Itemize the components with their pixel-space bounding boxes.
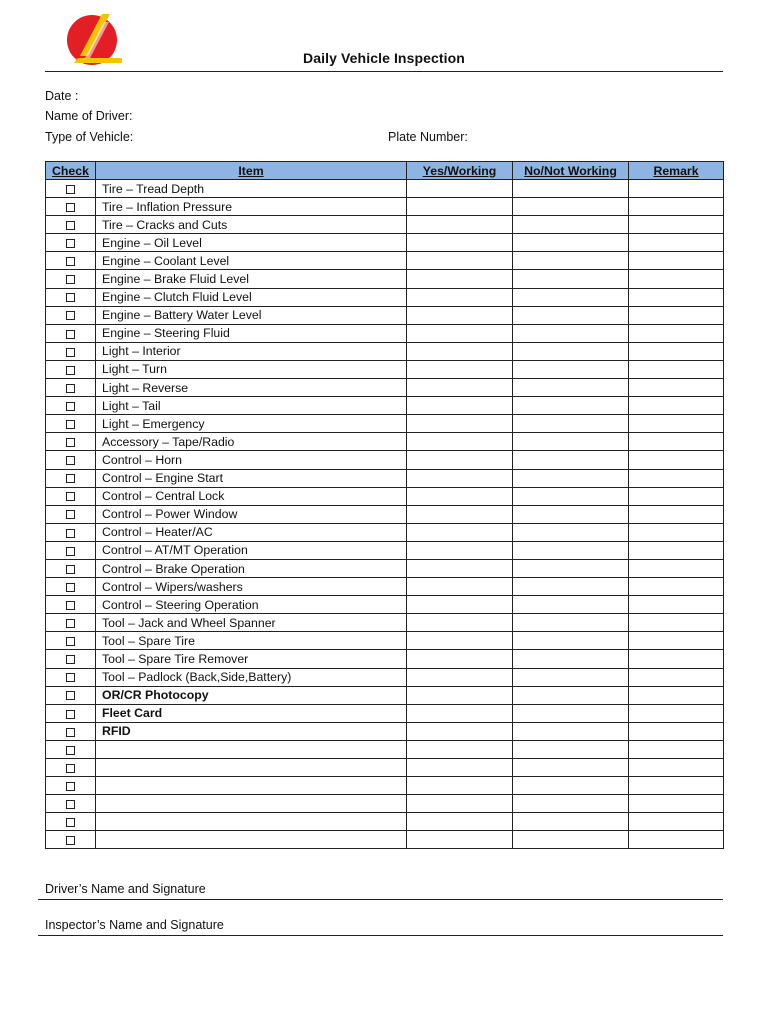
check-cell <box>46 433 96 451</box>
item-cell: OR/CR Photocopy <box>96 686 407 704</box>
table-row <box>46 722 724 740</box>
remark-cell[interactable] <box>629 614 724 632</box>
no-not-working-cell[interactable] <box>513 668 629 686</box>
remark-cell[interactable] <box>629 415 724 433</box>
table-row <box>46 523 724 541</box>
checkbox[interactable] <box>66 330 75 339</box>
driver-signature-label: Driver’s Name and Signature <box>45 882 206 896</box>
check-cell <box>46 559 96 577</box>
table-row <box>46 668 724 686</box>
table-row <box>46 397 724 415</box>
table-row <box>46 469 724 487</box>
item-cell: Engine – Clutch Fluid Level <box>96 288 407 306</box>
checkbox[interactable] <box>66 456 75 465</box>
remark-cell[interactable] <box>629 831 724 849</box>
item-cell: Light – Emergency <box>96 415 407 433</box>
table-row <box>46 686 724 704</box>
table-row <box>46 578 724 596</box>
no-not-working-cell[interactable] <box>513 505 629 523</box>
no-not-working-cell[interactable] <box>513 180 629 198</box>
table-row <box>46 306 724 324</box>
yes-working-cell[interactable] <box>407 306 513 324</box>
item-cell: Engine – Oil Level <box>96 234 407 252</box>
checkbox[interactable] <box>66 293 75 302</box>
table-row <box>46 180 724 198</box>
yes-working-cell[interactable] <box>407 360 513 378</box>
checkbox[interactable] <box>66 836 75 845</box>
yes-working-cell[interactable] <box>407 740 513 758</box>
inspector-signature-line[interactable] <box>38 935 723 936</box>
no-not-working-cell[interactable] <box>513 252 629 270</box>
check-cell <box>46 360 96 378</box>
inspection-table <box>45 161 724 849</box>
remark-cell[interactable] <box>629 668 724 686</box>
checkbox[interactable] <box>66 655 75 664</box>
no-not-working-cell[interactable] <box>513 686 629 704</box>
remark-cell[interactable] <box>629 813 724 831</box>
no-not-working-cell[interactable] <box>513 469 629 487</box>
item-cell: Tool – Spare Tire <box>96 632 407 650</box>
date-label: Date : <box>45 89 79 103</box>
yes-working-cell[interactable] <box>407 433 513 451</box>
yes-working-cell[interactable] <box>407 614 513 632</box>
checkbox[interactable] <box>66 402 75 411</box>
table-row <box>46 216 724 234</box>
no-not-working-cell[interactable] <box>513 541 629 559</box>
item-cell: Light – Reverse <box>96 379 407 397</box>
checkbox[interactable] <box>66 348 75 357</box>
check-cell <box>46 668 96 686</box>
checkbox[interactable] <box>66 746 75 755</box>
checkbox[interactable] <box>66 474 75 483</box>
checkbox[interactable] <box>66 257 75 266</box>
no-not-working-cell[interactable] <box>513 288 629 306</box>
remark-cell[interactable] <box>629 216 724 234</box>
table-row <box>46 650 724 668</box>
table-row <box>46 288 724 306</box>
remark-cell[interactable] <box>629 704 724 722</box>
remark-cell[interactable] <box>629 722 724 740</box>
checkbox[interactable] <box>66 547 75 556</box>
table-row <box>46 252 724 270</box>
no-not-working-cell[interactable] <box>513 397 629 415</box>
yes-working-cell[interactable] <box>407 198 513 216</box>
yes-working-cell[interactable] <box>407 234 513 252</box>
check-cell <box>46 415 96 433</box>
column-header-check: Check <box>46 162 96 180</box>
remark-cell[interactable] <box>629 632 724 650</box>
item-cell: Tool – Padlock (Back,Side,Battery) <box>96 668 407 686</box>
item-cell: Tire – Inflation Pressure <box>96 198 407 216</box>
checkbox[interactable] <box>66 420 75 429</box>
no-not-working-cell[interactable] <box>513 759 629 777</box>
remark-cell[interactable] <box>629 180 724 198</box>
item-cell: Control – Horn <box>96 451 407 469</box>
page-title: Daily Vehicle Inspection <box>303 50 465 66</box>
no-not-working-cell[interactable] <box>513 379 629 397</box>
item-cell: Accessory – Tape/Radio <box>96 433 407 451</box>
yes-working-cell[interactable] <box>407 632 513 650</box>
checkbox[interactable] <box>66 691 75 700</box>
vehicle-type-label: Type of Vehicle: <box>45 130 134 144</box>
item-cell: Control – Central Lock <box>96 487 407 505</box>
no-not-working-cell[interactable] <box>513 795 629 813</box>
checkbox[interactable] <box>66 384 75 393</box>
table-row <box>46 324 724 342</box>
yes-working-cell[interactable] <box>407 541 513 559</box>
checkbox[interactable] <box>66 438 75 447</box>
check-cell <box>46 288 96 306</box>
table-row <box>46 632 724 650</box>
remark-cell[interactable] <box>629 433 724 451</box>
table-row <box>46 360 724 378</box>
table-row <box>46 379 724 397</box>
table-row <box>46 505 724 523</box>
remark-cell[interactable] <box>629 469 724 487</box>
remark-cell[interactable] <box>629 523 724 541</box>
no-not-working-cell[interactable] <box>513 360 629 378</box>
no-not-working-cell[interactable] <box>513 342 629 360</box>
no-not-working-cell[interactable] <box>513 650 629 668</box>
plate-number-label: Plate Number: <box>388 130 468 144</box>
remark-cell[interactable] <box>629 324 724 342</box>
no-not-working-cell[interactable] <box>513 740 629 758</box>
checkbox[interactable] <box>66 619 75 628</box>
yes-working-cell[interactable] <box>407 415 513 433</box>
item-cell: Tire – Cracks and Cuts <box>96 216 407 234</box>
checkbox[interactable] <box>66 800 75 809</box>
checkbox[interactable] <box>66 601 75 610</box>
yes-working-cell[interactable] <box>407 704 513 722</box>
yes-working-cell[interactable] <box>407 559 513 577</box>
yes-working-cell[interactable] <box>407 252 513 270</box>
checkbox[interactable] <box>66 311 75 320</box>
item-cell: Light – Tail <box>96 397 407 415</box>
table-row <box>46 433 724 451</box>
check-cell <box>46 379 96 397</box>
remark-cell[interactable] <box>629 795 724 813</box>
no-not-working-cell[interactable] <box>513 270 629 288</box>
yes-working-cell[interactable] <box>407 288 513 306</box>
remark-cell[interactable] <box>629 288 724 306</box>
check-cell <box>46 650 96 668</box>
item-cell: Control – Power Window <box>96 505 407 523</box>
item-cell <box>96 795 407 813</box>
remark-cell[interactable] <box>629 234 724 252</box>
check-cell <box>46 397 96 415</box>
checkbox[interactable] <box>66 764 75 773</box>
checkbox[interactable] <box>66 275 75 284</box>
table-row <box>46 831 724 849</box>
check-cell <box>46 541 96 559</box>
no-not-working-cell[interactable] <box>513 433 629 451</box>
item-cell: Control – Steering Operation <box>96 596 407 614</box>
check-cell <box>46 777 96 795</box>
yes-working-cell[interactable] <box>407 813 513 831</box>
remark-cell[interactable] <box>629 451 724 469</box>
item-cell <box>96 740 407 758</box>
no-not-working-cell[interactable] <box>513 487 629 505</box>
no-not-working-cell[interactable] <box>513 216 629 234</box>
checkbox[interactable] <box>66 510 75 519</box>
column-header-yes-working: Yes/Working <box>407 162 513 180</box>
no-not-working-cell[interactable] <box>513 234 629 252</box>
no-not-working-cell[interactable] <box>513 704 629 722</box>
check-cell <box>46 759 96 777</box>
check-cell <box>46 686 96 704</box>
yes-working-cell[interactable] <box>407 777 513 795</box>
yes-working-cell[interactable] <box>407 469 513 487</box>
item-cell: Engine – Brake Fluid Level <box>96 270 407 288</box>
table-row <box>46 777 724 795</box>
title-divider <box>45 71 723 72</box>
table-body <box>46 180 724 849</box>
remark-cell[interactable] <box>629 342 724 360</box>
check-cell <box>46 596 96 614</box>
checkbox[interactable] <box>66 673 75 682</box>
check-cell <box>46 523 96 541</box>
checkbox[interactable] <box>66 818 75 827</box>
table-row <box>46 342 724 360</box>
check-cell <box>46 740 96 758</box>
checkbox[interactable] <box>66 185 75 194</box>
check-cell <box>46 270 96 288</box>
table-row <box>46 270 724 288</box>
item-cell: Light – Interior <box>96 342 407 360</box>
check-cell <box>46 252 96 270</box>
yes-working-cell[interactable] <box>407 216 513 234</box>
no-not-working-cell[interactable] <box>513 614 629 632</box>
no-not-working-cell[interactable] <box>513 306 629 324</box>
check-cell <box>46 578 96 596</box>
item-cell: Engine – Coolant Level <box>96 252 407 270</box>
item-cell: Light – Turn <box>96 360 407 378</box>
yes-working-cell[interactable] <box>407 578 513 596</box>
remark-cell[interactable] <box>629 379 724 397</box>
no-not-working-cell[interactable] <box>513 596 629 614</box>
checkbox[interactable] <box>66 529 75 538</box>
no-not-working-cell[interactable] <box>513 813 629 831</box>
table-row <box>46 614 724 632</box>
check-cell <box>46 306 96 324</box>
check-cell <box>46 180 96 198</box>
no-not-working-cell[interactable] <box>513 324 629 342</box>
check-cell <box>46 795 96 813</box>
column-header-no-not-working: No/Not Working <box>513 162 629 180</box>
table-row <box>46 541 724 559</box>
yes-working-cell[interactable] <box>407 722 513 740</box>
checkbox[interactable] <box>66 565 75 574</box>
item-cell <box>96 759 407 777</box>
checkbox[interactable] <box>66 583 75 592</box>
checkbox[interactable] <box>66 221 75 230</box>
yes-working-cell[interactable] <box>407 379 513 397</box>
table-row <box>46 596 724 614</box>
checkbox[interactable] <box>66 782 75 791</box>
table-row <box>46 740 724 758</box>
remark-cell[interactable] <box>629 578 724 596</box>
item-cell: Tool – Jack and Wheel Spanner <box>96 614 407 632</box>
remark-cell[interactable] <box>629 252 724 270</box>
yes-working-cell[interactable] <box>407 686 513 704</box>
remark-cell[interactable] <box>629 397 724 415</box>
check-cell <box>46 216 96 234</box>
yes-working-cell[interactable] <box>407 487 513 505</box>
item-cell: Control – Wipers/washers <box>96 578 407 596</box>
remark-cell[interactable] <box>629 505 724 523</box>
no-not-working-cell[interactable] <box>513 722 629 740</box>
column-header-remark: Remark <box>629 162 724 180</box>
item-cell <box>96 777 407 795</box>
no-not-working-cell[interactable] <box>513 198 629 216</box>
yes-working-cell[interactable] <box>407 831 513 849</box>
check-cell <box>46 614 96 632</box>
item-cell: Tool – Spare Tire Remover <box>96 650 407 668</box>
remark-cell[interactable] <box>629 270 724 288</box>
remark-cell[interactable] <box>629 559 724 577</box>
check-cell <box>46 632 96 650</box>
no-not-working-cell[interactable] <box>513 831 629 849</box>
checkbox[interactable] <box>66 203 75 212</box>
table-row <box>46 813 724 831</box>
check-cell <box>46 505 96 523</box>
yes-working-cell[interactable] <box>407 324 513 342</box>
yes-working-cell[interactable] <box>407 650 513 668</box>
remark-cell[interactable] <box>629 596 724 614</box>
yes-working-cell[interactable] <box>407 397 513 415</box>
table-row <box>46 704 724 722</box>
check-cell <box>46 704 96 722</box>
yes-working-cell[interactable] <box>407 451 513 469</box>
checkbox[interactable] <box>66 637 75 646</box>
yes-working-cell[interactable] <box>407 523 513 541</box>
remark-cell[interactable] <box>629 487 724 505</box>
checkbox[interactable] <box>66 728 75 737</box>
remark-cell[interactable] <box>629 686 724 704</box>
item-cell <box>96 831 407 849</box>
item-cell: RFID <box>96 722 407 740</box>
checkbox[interactable] <box>66 366 75 375</box>
no-not-working-cell[interactable] <box>513 632 629 650</box>
table-row <box>46 559 724 577</box>
no-not-working-cell[interactable] <box>513 451 629 469</box>
check-cell <box>46 487 96 505</box>
yes-working-cell[interactable] <box>407 668 513 686</box>
remark-cell[interactable] <box>629 360 724 378</box>
no-not-working-cell[interactable] <box>513 415 629 433</box>
check-cell <box>46 451 96 469</box>
check-cell <box>46 234 96 252</box>
table-row <box>46 795 724 813</box>
inspector-signature-label: Inspector’s Name and Signature <box>45 918 224 932</box>
driver-name-label: Name of Driver: <box>45 109 133 123</box>
yes-working-cell[interactable] <box>407 759 513 777</box>
item-cell: Engine – Steering Fluid <box>96 324 407 342</box>
check-cell <box>46 198 96 216</box>
table-row <box>46 487 724 505</box>
item-cell: Control – Engine Start <box>96 469 407 487</box>
no-not-working-cell[interactable] <box>513 777 629 795</box>
driver-signature-line[interactable] <box>38 899 723 900</box>
remark-cell[interactable] <box>629 306 724 324</box>
item-cell: Control – Brake Operation <box>96 559 407 577</box>
check-cell <box>46 722 96 740</box>
yes-working-cell[interactable] <box>407 180 513 198</box>
yes-working-cell[interactable] <box>407 270 513 288</box>
checkbox[interactable] <box>66 710 75 719</box>
check-cell <box>46 469 96 487</box>
check-cell <box>46 831 96 849</box>
item-cell <box>96 813 407 831</box>
checkbox[interactable] <box>66 492 75 501</box>
item-cell: Engine – Battery Water Level <box>96 306 407 324</box>
no-not-working-cell[interactable] <box>513 578 629 596</box>
yes-working-cell[interactable] <box>407 342 513 360</box>
yes-working-cell[interactable] <box>407 505 513 523</box>
item-cell: Control – Heater/AC <box>96 523 407 541</box>
check-cell <box>46 813 96 831</box>
no-not-working-cell[interactable] <box>513 523 629 541</box>
remark-cell[interactable] <box>629 650 724 668</box>
check-cell <box>46 324 96 342</box>
yes-working-cell[interactable] <box>407 596 513 614</box>
remark-cell[interactable] <box>629 759 724 777</box>
table-row <box>46 759 724 777</box>
remark-cell[interactable] <box>629 777 724 795</box>
remark-cell[interactable] <box>629 740 724 758</box>
item-cell: Fleet Card <box>96 704 407 722</box>
no-not-working-cell[interactable] <box>513 559 629 577</box>
table-row <box>46 451 724 469</box>
remark-cell[interactable] <box>629 198 724 216</box>
item-cell: Tire – Tread Depth <box>96 180 407 198</box>
remark-cell[interactable] <box>629 541 724 559</box>
yes-working-cell[interactable] <box>407 795 513 813</box>
table-row <box>46 415 724 433</box>
checkbox[interactable] <box>66 239 75 248</box>
table-row <box>46 234 724 252</box>
item-cell: Control – AT/MT Operation <box>96 541 407 559</box>
table-row <box>46 198 724 216</box>
check-cell <box>46 342 96 360</box>
table-header-row <box>46 162 724 180</box>
column-header-item: Item <box>96 162 407 180</box>
